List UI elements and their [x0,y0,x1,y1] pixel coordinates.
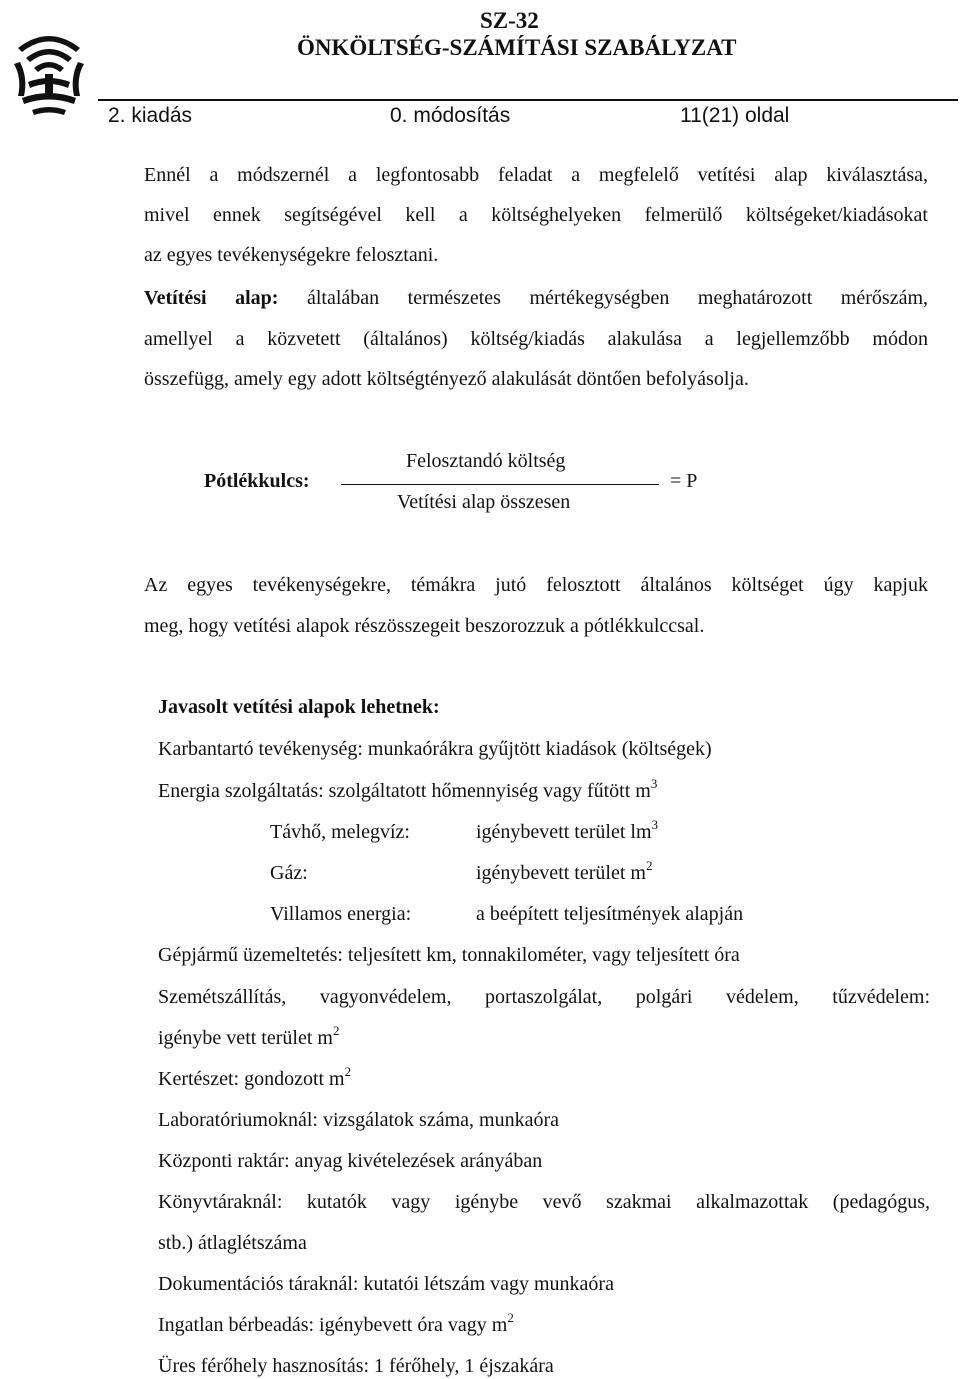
formula-result: = P [670,470,698,492]
intro-line-3: az egyes tevékenységekre felosztani. [144,244,439,266]
basis-maintenance: Karbantartó tevékenység: munkaórákra gyűjtött kiadások (költségek) [158,738,712,760]
allocation-line-1: Az egyes tevékenységekre, témákra jutó felosztott általános költséget úgy kapjuk [144,574,928,596]
gas-label: Gáz: [270,862,308,884]
formula-label: Pótlékkulcs: [204,470,310,492]
definition-line-2: amellyel a közvetett (általános) költség/kiadás alakulása a legjellemzőbb módon [144,328,928,350]
basis-waste-line-1: Szemétszállítás, vagyonvédelem, portaszolgálat, polgári védelem, tűzvédelem: [158,986,930,1008]
basis-rental: Ingatlan bérbeadás: igénybevett óra vagy $m^2$ [158,1310,514,1336]
bases-heading: Javasolt vetítési alapok lehetnek: [158,696,440,718]
basis-libraries-line-1: Könyvtáraknál: kutatók vagy igénybe vevő szakmai alkalmazottak (pedagógus, [158,1191,930,1213]
university-logo-icon [8,18,90,118]
electricity-value: a beépített teljesítmények alapján [476,903,744,925]
basis-warehouse: Központi raktár: anyag kivételezések arányában [158,1150,543,1172]
basis-laboratories: Laboratóriumoknál: vizsgálatok száma, munkaóra [158,1109,559,1131]
basis-vacancy: Üres férőhely hasznosítás: 1 férőhely, 1 éjszakára [158,1355,554,1377]
document-title: ÖNKÖLTSÉG-SZÁMÍTÁSI SZABÁLYZAT [297,35,737,60]
basis-gardening: Kertészet: gondozott $m^2$ [158,1064,352,1090]
basis-documentation: Dokumentációs táraknál: kutatói létszám vagy munkaóra [158,1273,614,1295]
fraction-bar [341,484,659,485]
definition-line-3: összefügg, amely egy adott költségtényező alakulását döntően befolyásolja. [144,368,749,390]
definition-text: általában természetes mértékegységben meghatározott mérőszám, [306,287,928,309]
formula-denominator: Vetítési alap összesen [397,491,571,513]
heating-value: igénybevett terület $lm^3$ [476,817,658,843]
modification-label: 0. módosítás [390,104,511,127]
electricity-label: Villamos energia: [270,903,412,925]
basis-vehicles: Gépjármű üzemeltetés: teljesített km, tonnakilométer, vagy teljesített óra [158,944,740,966]
header-divider [98,99,958,101]
basis-waste-line-2: igénybe vett terület $m^2$ [158,1023,340,1049]
intro-line-2: mivel ennek segítségével kell a költséghelyeken felmerülő költségeket/kiadásokat [144,204,928,226]
basis-energy: Energia szolgáltatás: szolgáltatott hőmennyiség vagy fűtött $m^3$ [158,776,658,802]
page-number: 11(21) oldal [680,104,790,127]
formula-numerator: Felosztandó költség [406,450,566,472]
edition-label: 2. kiadás [108,104,193,127]
definition-term: Vetítési alap: [144,287,279,309]
definition-line-1 [144,287,928,310]
gas-value: igénybevett terület $m^2$ [476,858,653,884]
basis-libraries-line-2: stb.) átlaglétszáma [158,1232,307,1254]
document-code: SZ-32 [480,8,539,33]
intro-line-1: Ennél a módszernél a legfontosabb feladat a megfelelő vetítési alap kiválasztása, [144,164,928,186]
allocation-line-2: meg, hogy vetítési alapok részösszegeit beszorozzuk a pótlékkulccsal. [144,615,705,637]
heating-label: Távhő, melegvíz: [270,821,410,843]
